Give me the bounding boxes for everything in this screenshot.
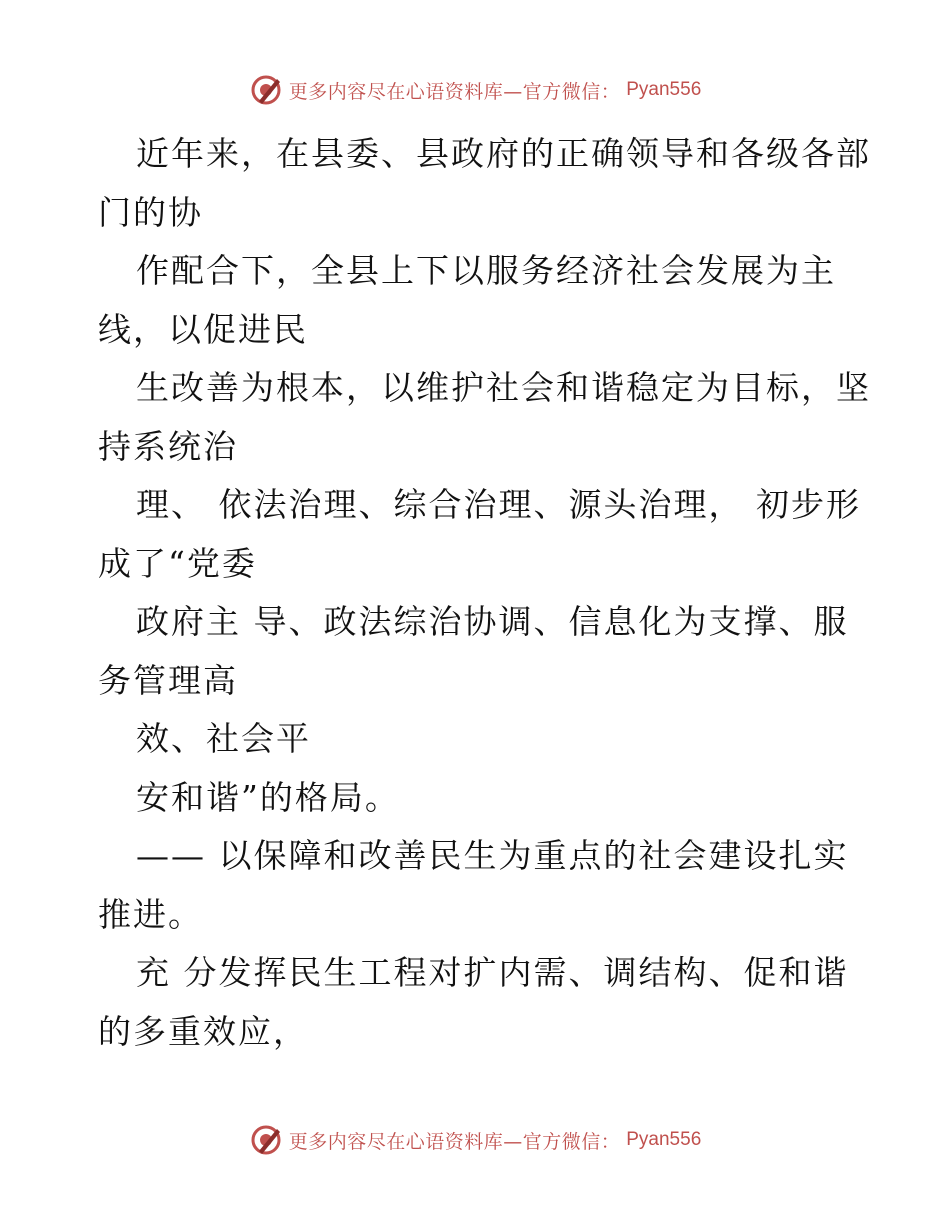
text-line: 门的协 <box>98 192 203 232</box>
header-banner <box>0 70 950 110</box>
text-line: 的多重效应， <box>98 1011 308 1051</box>
text-line: 充 分发挥民生工程对扩内需、调结构、促和谐 <box>136 953 849 992</box>
text-line: 理、 依法治理、综合治理、源头治理， 初步形 <box>136 485 861 524</box>
text-line: 安和谐”的格局。 <box>136 777 400 817</box>
text-line: 持系统治 <box>98 426 238 466</box>
banner-text: 更多内容尽在心语资料库—官方微信： <box>288 1130 621 1153</box>
text-line: 作配合下，全县上下以服务经济社会发展为主 <box>136 251 836 290</box>
text-line: 近年来，在县委、县政府的正确领导和各级各部 <box>136 134 871 173</box>
text-line: 效、社会平 <box>136 719 311 758</box>
banner-wechat-id: Pyan556 <box>626 1129 702 1150</box>
text-line: 务管理高 <box>98 660 238 700</box>
footer-banner <box>0 1120 950 1160</box>
text-line: 生改善为根本，以维护社会和谐稳定为目标，坚 <box>136 368 871 407</box>
document-body <box>98 125 871 1061</box>
pen-logo-icon <box>249 1123 283 1157</box>
text-line: 成了“党委 <box>98 543 257 583</box>
text-line: —— 以保障和改善民生为重点的社会建设扎实 <box>136 836 849 875</box>
text-line: 政府主 导、政法综治协调、信息化为支撑、服 <box>136 602 849 641</box>
text-line: 线，以促进民 <box>98 309 308 349</box>
banner-text: 更多内容尽在心语资料库—官方微信： <box>288 80 621 103</box>
pen-logo-icon <box>249 73 283 107</box>
text-line: 推进。 <box>98 894 203 934</box>
banner-wechat-id: Pyan556 <box>626 79 702 100</box>
